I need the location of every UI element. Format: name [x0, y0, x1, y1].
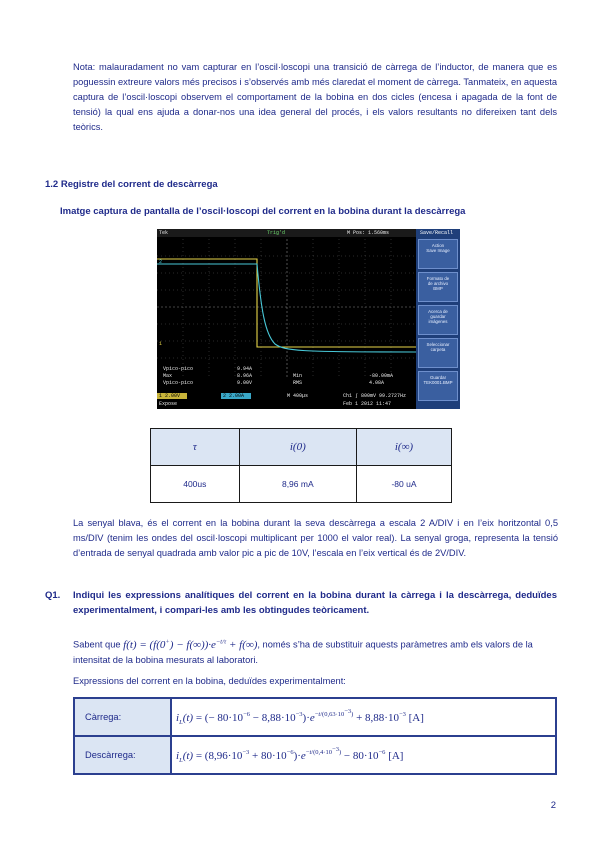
menu-item-action[interactable]: Action Save Image — [418, 239, 458, 269]
trigger-info: Ch1 ∫ 800mV 99.2727Hz — [343, 393, 407, 399]
general-formula: $f(t) = (f(0^+) - f(\infty))\cdot e^{-t/\tau} + f(\infty)$ — [123, 638, 258, 651]
meas-right-val-2: 4.08A — [369, 380, 385, 386]
charge-expression: $i_L(t)$ = (− $80\cdot 10^{-6} - 8,88\cdot 10^{-3})\cdot e^{-t/(0,63\cdot 10^{-3})} + 8,88\cdot 10^{-3}$ [A] — [171, 698, 556, 736]
menu-item-about[interactable]: Acerca de guardar imágenes — [418, 305, 458, 335]
meas-left-2: Max — [163, 373, 173, 379]
formula-intro: Sabent que — [73, 639, 121, 650]
ch2-marker: 2 — [159, 259, 163, 265]
value-i0: 8,96 mA — [239, 466, 356, 503]
menu-item-save[interactable]: Guardar TEK0001.BMP — [418, 371, 458, 401]
scope-footer-right: Feb 1 2012 11:47 — [343, 401, 392, 407]
header-iinf: i(∞) — [356, 429, 451, 466]
expressions-table — [73, 697, 557, 775]
note-paragraph: Nota: malauradament no vam capturar en l’oscil·loscopi una transició de càrrega de l’inductor, de manera que es poguessin extreure valors més precisos i s’observés amb més claredat el moment de càrrega. Tanmateix, en aquesta captura de l’oscil·loscopi observem el comportament de la bobina en dos cicles (encesa i apagada de la font de tensió) la qual ens ajuda a donar-nos una idea general del procés, i els valors resultants no difereixen tant dels teòrics. — [73, 62, 557, 132]
formula-paragraph — [73, 634, 558, 668]
explanation-paragraph: La senyal blava, és el corrent en la bobina durant la seva descàrrega a escala 2 A/DIV i en l’eix horitzontal 0,5 ms/DIV (tenim les ondes del oscil·loscopi multiplicant per 1000 el valor real). La senyal groga, representa la tensió d’entrada de senyal quadrada amb valor pic a pic de 10V, l’escala en l’eix vertical és de 2V/DIV. — [73, 518, 558, 558]
time-scale: M 400µs — [287, 393, 309, 399]
scope-brand: Tek — [159, 230, 169, 236]
oscilloscope-screenshot — [157, 229, 460, 409]
section-title: 1.2 Registre del corrent de descàrrega — [45, 179, 218, 190]
scope-position: M Pos: 1.560ms — [347, 230, 390, 236]
header-tau: τ — [151, 429, 240, 466]
menu-title: Save/Recall — [420, 230, 454, 236]
discharge-label: Descàrrega: — [74, 736, 171, 774]
charge-label: Càrrega: — [74, 698, 171, 736]
meas-right-val-1: -80.00mA — [369, 373, 394, 379]
meas-right-2: RMS — [293, 380, 303, 386]
scope-trigger-status: Trig'd — [267, 230, 286, 236]
value-iinf: -80 uA — [356, 466, 451, 503]
meas-left-1: Vpico-pico — [163, 366, 194, 372]
meas-left-val-2: 8.96A — [237, 373, 253, 379]
formula-tail: , només s’ha de substituir aquests paràmetres amb els valors de la intensitat de la bobina mesurats al laboratori. — [73, 639, 533, 665]
results-table — [150, 428, 452, 503]
expressions-label: Expressions del corrent en la bobina, deduïdes experimentalment: — [73, 676, 346, 686]
value-tau: 400us — [151, 466, 240, 503]
menu-item-format[interactable]: Formato de de archivo BMP — [418, 272, 458, 302]
figure-caption: Imatge captura de pantalla de l’oscil·loscopi del corrent en la bobina durant la descàrrega — [60, 206, 466, 217]
question-text: Indiqui les expressions analítiques del corrent en la bobina durant la càrrega i la descàrrega, deduïdes experimentalment, i compari-les amb les obtingudes teòricament. — [73, 590, 557, 616]
scope-side-menu — [416, 229, 460, 409]
ch2-scale: 2 2.00A — [223, 393, 245, 399]
menu-item-folder[interactable]: Seleccionar carpeta — [418, 338, 458, 368]
ch1-marker: 1 — [159, 341, 163, 347]
meas-left-3: Vpico-pico — [163, 380, 194, 386]
scope-footer-left: Expose — [159, 401, 178, 407]
meas-right-1: Min — [293, 373, 303, 379]
meas-left-val-3: 9.00V — [237, 380, 253, 386]
page-number: 2 — [550, 800, 556, 811]
question-number: Q1. — [45, 590, 61, 601]
meas-left-val-1: 9.94A — [237, 366, 253, 372]
ch1-scale: 1 2.00V — [159, 393, 181, 399]
discharge-expression: $i_L(t) = (8,96\cdot 10^{-3} + 80\cdot 10^{-6})\cdot e^{-t/(0,4\cdot 10^{-3})} - 80\cdot 10^{-6}$ [A] — [171, 736, 556, 774]
header-i0: i(0) — [239, 429, 356, 466]
